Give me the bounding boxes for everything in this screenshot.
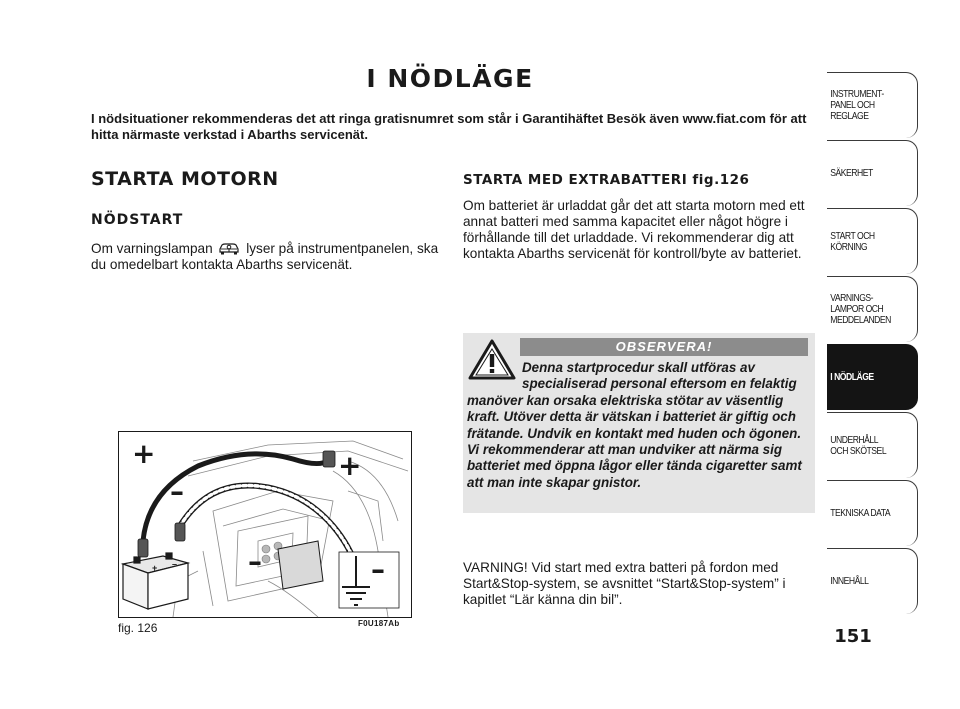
- aux-battery-minus-mark: –: [172, 559, 178, 569]
- tab-varningslampor[interactable]: [827, 276, 918, 342]
- tab-label: INNEHÅLL: [830, 575, 869, 587]
- tab-sakerhet[interactable]: [827, 140, 918, 206]
- tab-label: TEKNISKA DATA: [830, 507, 891, 519]
- immobilizer-car-key-icon: [217, 240, 241, 256]
- tab-label: I NÖDLÄGE: [830, 371, 874, 383]
- aux-battery-plus-mark: +: [152, 563, 158, 573]
- jump-start-heading: STARTA MED EXTRABATTERI fig.126: [463, 172, 750, 188]
- jump-start-paragraph: Om batteriet är urladdat går det att starta motorn med ett annat batteri med samma kapacitet eller något högre i förhållande till det urladdade. Vi rekommenderar dig att kontakta Abarths servicenät för kontroll/byte av batteriet.: [463, 198, 805, 261]
- left-plus-sign: +: [132, 437, 156, 470]
- intro-paragraph: I nödsituationer rekommenderas det att ringa gratisnumret som står i Garantihäftet Besök även www.fiat.com för att hitta närmaste verkstad i Abarths servicenät.: [91, 111, 807, 142]
- tab-instrumentpanel[interactable]: [827, 72, 918, 138]
- tab-innehall[interactable]: [827, 548, 918, 614]
- nodstart-paragraph: [91, 240, 441, 273]
- right-plus-sign: +: [338, 449, 362, 482]
- observera-text-content: Denna startprocedur skall utföras av specialiserad personal eftersom en felaktig manöver kan orsaka elektriska stötar av väsentlig kraft. Utöver detta är vätskan i batteriet är giftig och frätande. Undvik en kontakt med huden och ögonen. Vi rekommenderar att man undviker att närma sig batteriet med öppna lågor eller tända cigaretter samt att man inte skapar gnistor.: [467, 360, 802, 490]
- nodstart-text-end: lyser på instrumentpanelen, ska du omedelbart kontakta Abarths servicenät.: [91, 241, 439, 272]
- ground-minus-sign: –: [371, 553, 385, 586]
- nodstart-text-start: Om varningslampan: [91, 241, 213, 256]
- sub-heading: NÖDSTART: [91, 212, 184, 228]
- tab-label: SÄKERHET: [830, 167, 873, 179]
- varning-paragraph: VARNING! Vid start med extra batteri på fordon med Start&Stop-system, se avsnittet “Start&Stop-system” i kapitlet “Lär känna din bil”.: [463, 560, 786, 607]
- tab-i-nodlage[interactable]: [827, 344, 918, 410]
- observera-label: OBSERVERA!: [520, 338, 808, 356]
- tab-label: VARNINGS- LAMPOR OCH MEDDELANDEN: [830, 292, 891, 326]
- section-heading: STARTA MOTORN: [91, 168, 279, 190]
- left-minus-sign: –: [170, 475, 184, 508]
- figure-code: F0U187Ab: [358, 619, 400, 628]
- observera-text-indent: [467, 360, 522, 384]
- tab-label: START OCH KÖRNING: [830, 229, 875, 253]
- jump-start-illustration: [118, 431, 412, 618]
- tab-start-och-korning[interactable]: [827, 208, 918, 274]
- figure-label: fig. 126: [118, 621, 158, 635]
- observera-text: [467, 360, 811, 491]
- page-number: 151: [834, 626, 872, 647]
- center-minus-sign: –: [248, 545, 262, 578]
- tab-tekniska-data[interactable]: [827, 480, 918, 546]
- observera-box: [463, 333, 815, 513]
- chapter-title: I NÖDLÄGE: [366, 64, 534, 93]
- tab-label: UNDERHÅLL OCH SKÖTSEL: [830, 433, 887, 457]
- tab-underhall[interactable]: [827, 412, 918, 478]
- tab-label: INSTRUMENT- PANEL OCH REGLAGE: [830, 88, 884, 122]
